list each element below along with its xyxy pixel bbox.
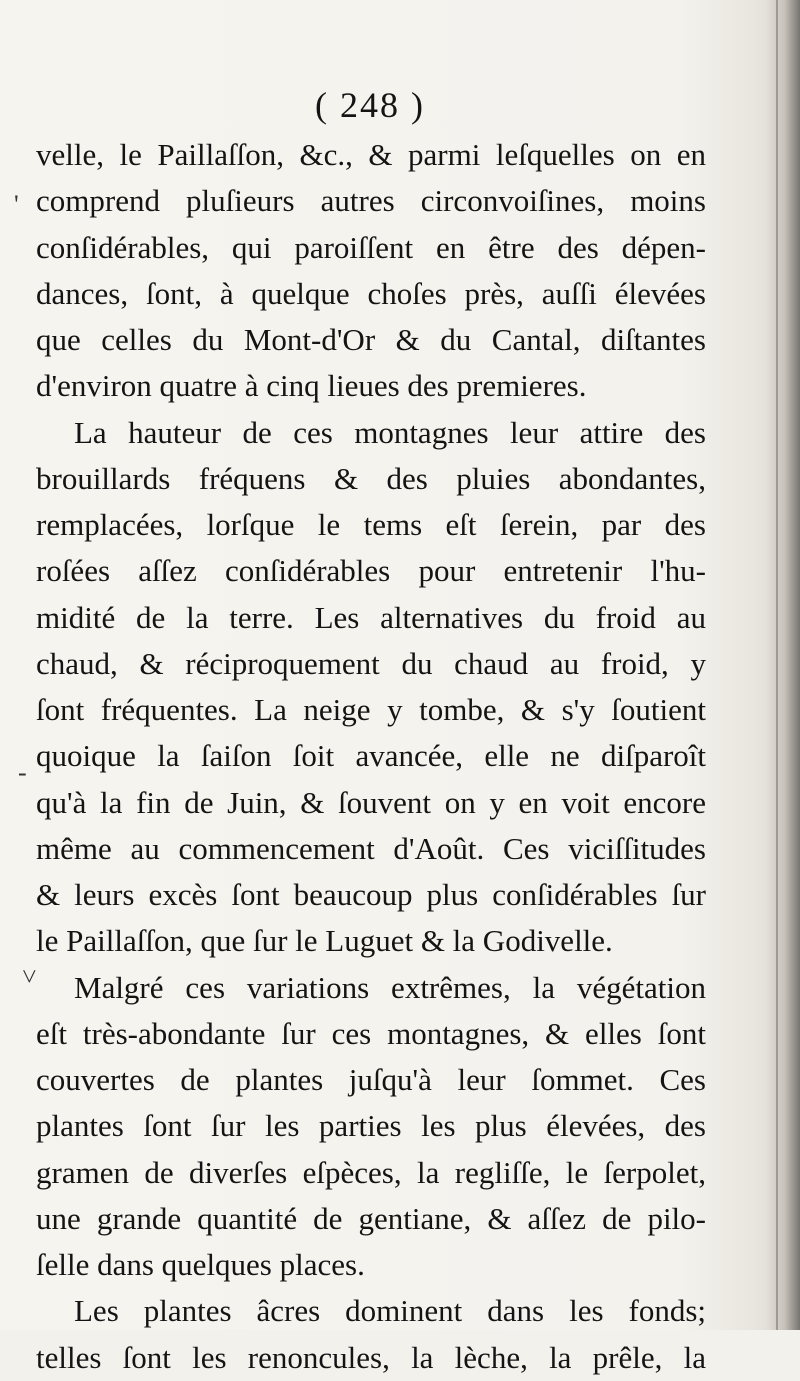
text-line: roſées aſſez conſidérables pour entretenir l'hu- <box>36 553 706 589</box>
text-line: eſt très-abondante ſur ces montagnes, & elles ſont <box>36 1015 706 1051</box>
text-line: plantes ſont ſur les parties les plus élevées, des <box>36 1108 706 1144</box>
text-line: remplacées, lorſque le tems eſt ſerein, par des <box>36 507 706 542</box>
text-line: couvertes de plantes juſqu'à leur ſommet. Ces <box>36 1062 706 1097</box>
text-line: qu'à la fin de Juin, & ſouvent on y en voit encore <box>36 784 706 820</box>
text-line: même au commencement d'Août. Ces viciſſitudes <box>36 830 706 866</box>
body-text <box>36 132 706 1381</box>
text-line: quoique la ſaiſon ſoit avancée, elle ne diſparoît <box>36 738 706 774</box>
text-line: velle, le Paillaſſon, &c., & parmi leſquelles on en <box>36 137 706 172</box>
text-line: midité de la terre. Les alternatives du froid au <box>36 599 706 635</box>
text-line: le Paillaſſon, que ſur le Luguet & la Godivelle. <box>36 923 613 959</box>
text-line: telles ſont les renoncules, la lèche, la prêle, la <box>36 1339 706 1375</box>
margin-speck: ˅ <box>22 962 37 991</box>
text-line: gramen de diverſes eſpèces, la regliſſe, le ſerpolet, <box>36 1154 706 1190</box>
text-line: La hauteur de ces montagnes leur attire des <box>74 414 706 450</box>
text-line: conſidérables, qui paroiſſent en être des dépen- <box>36 229 706 265</box>
text-line: une grande quantité de gentiane, & aſſez de pilo- <box>36 1200 706 1236</box>
text-line: dances, ſont, à quelque choſes près, auſſi élevées <box>36 275 706 311</box>
page-spine-shadow <box>766 0 800 1330</box>
text-line: d'environ quatre à cinq lieues des premieres. <box>36 368 587 404</box>
margin-speck: - <box>18 758 27 787</box>
text-line: ſont fréquentes. La neige y tombe, & s'y ſoutient <box>36 692 706 727</box>
text-line: comprend pluſieurs autres circonvoiſines, moins <box>36 183 706 219</box>
text-line: chaud, & réciproquement du chaud au froid, y <box>36 645 706 681</box>
text-line: Malgré ces variations extrêmes, la végétation <box>74 969 706 1005</box>
page-number: ( 248 ) <box>315 85 425 125</box>
text-line: brouillards fréquens & des pluies abondantes, <box>36 460 706 496</box>
text-line: Les plantes âcres dominent dans les fonds; <box>74 1293 706 1329</box>
page-binding-edge <box>776 0 778 1330</box>
margin-speck: ' <box>14 190 19 219</box>
text-line: ſelle dans quelques places. <box>36 1247 365 1282</box>
text-line: que celles du Mont-d'Or & du Cantal, diſtantes <box>36 322 706 357</box>
text-line: & leurs excès ſont beaucoup plus conſidérables ſur <box>36 877 706 912</box>
